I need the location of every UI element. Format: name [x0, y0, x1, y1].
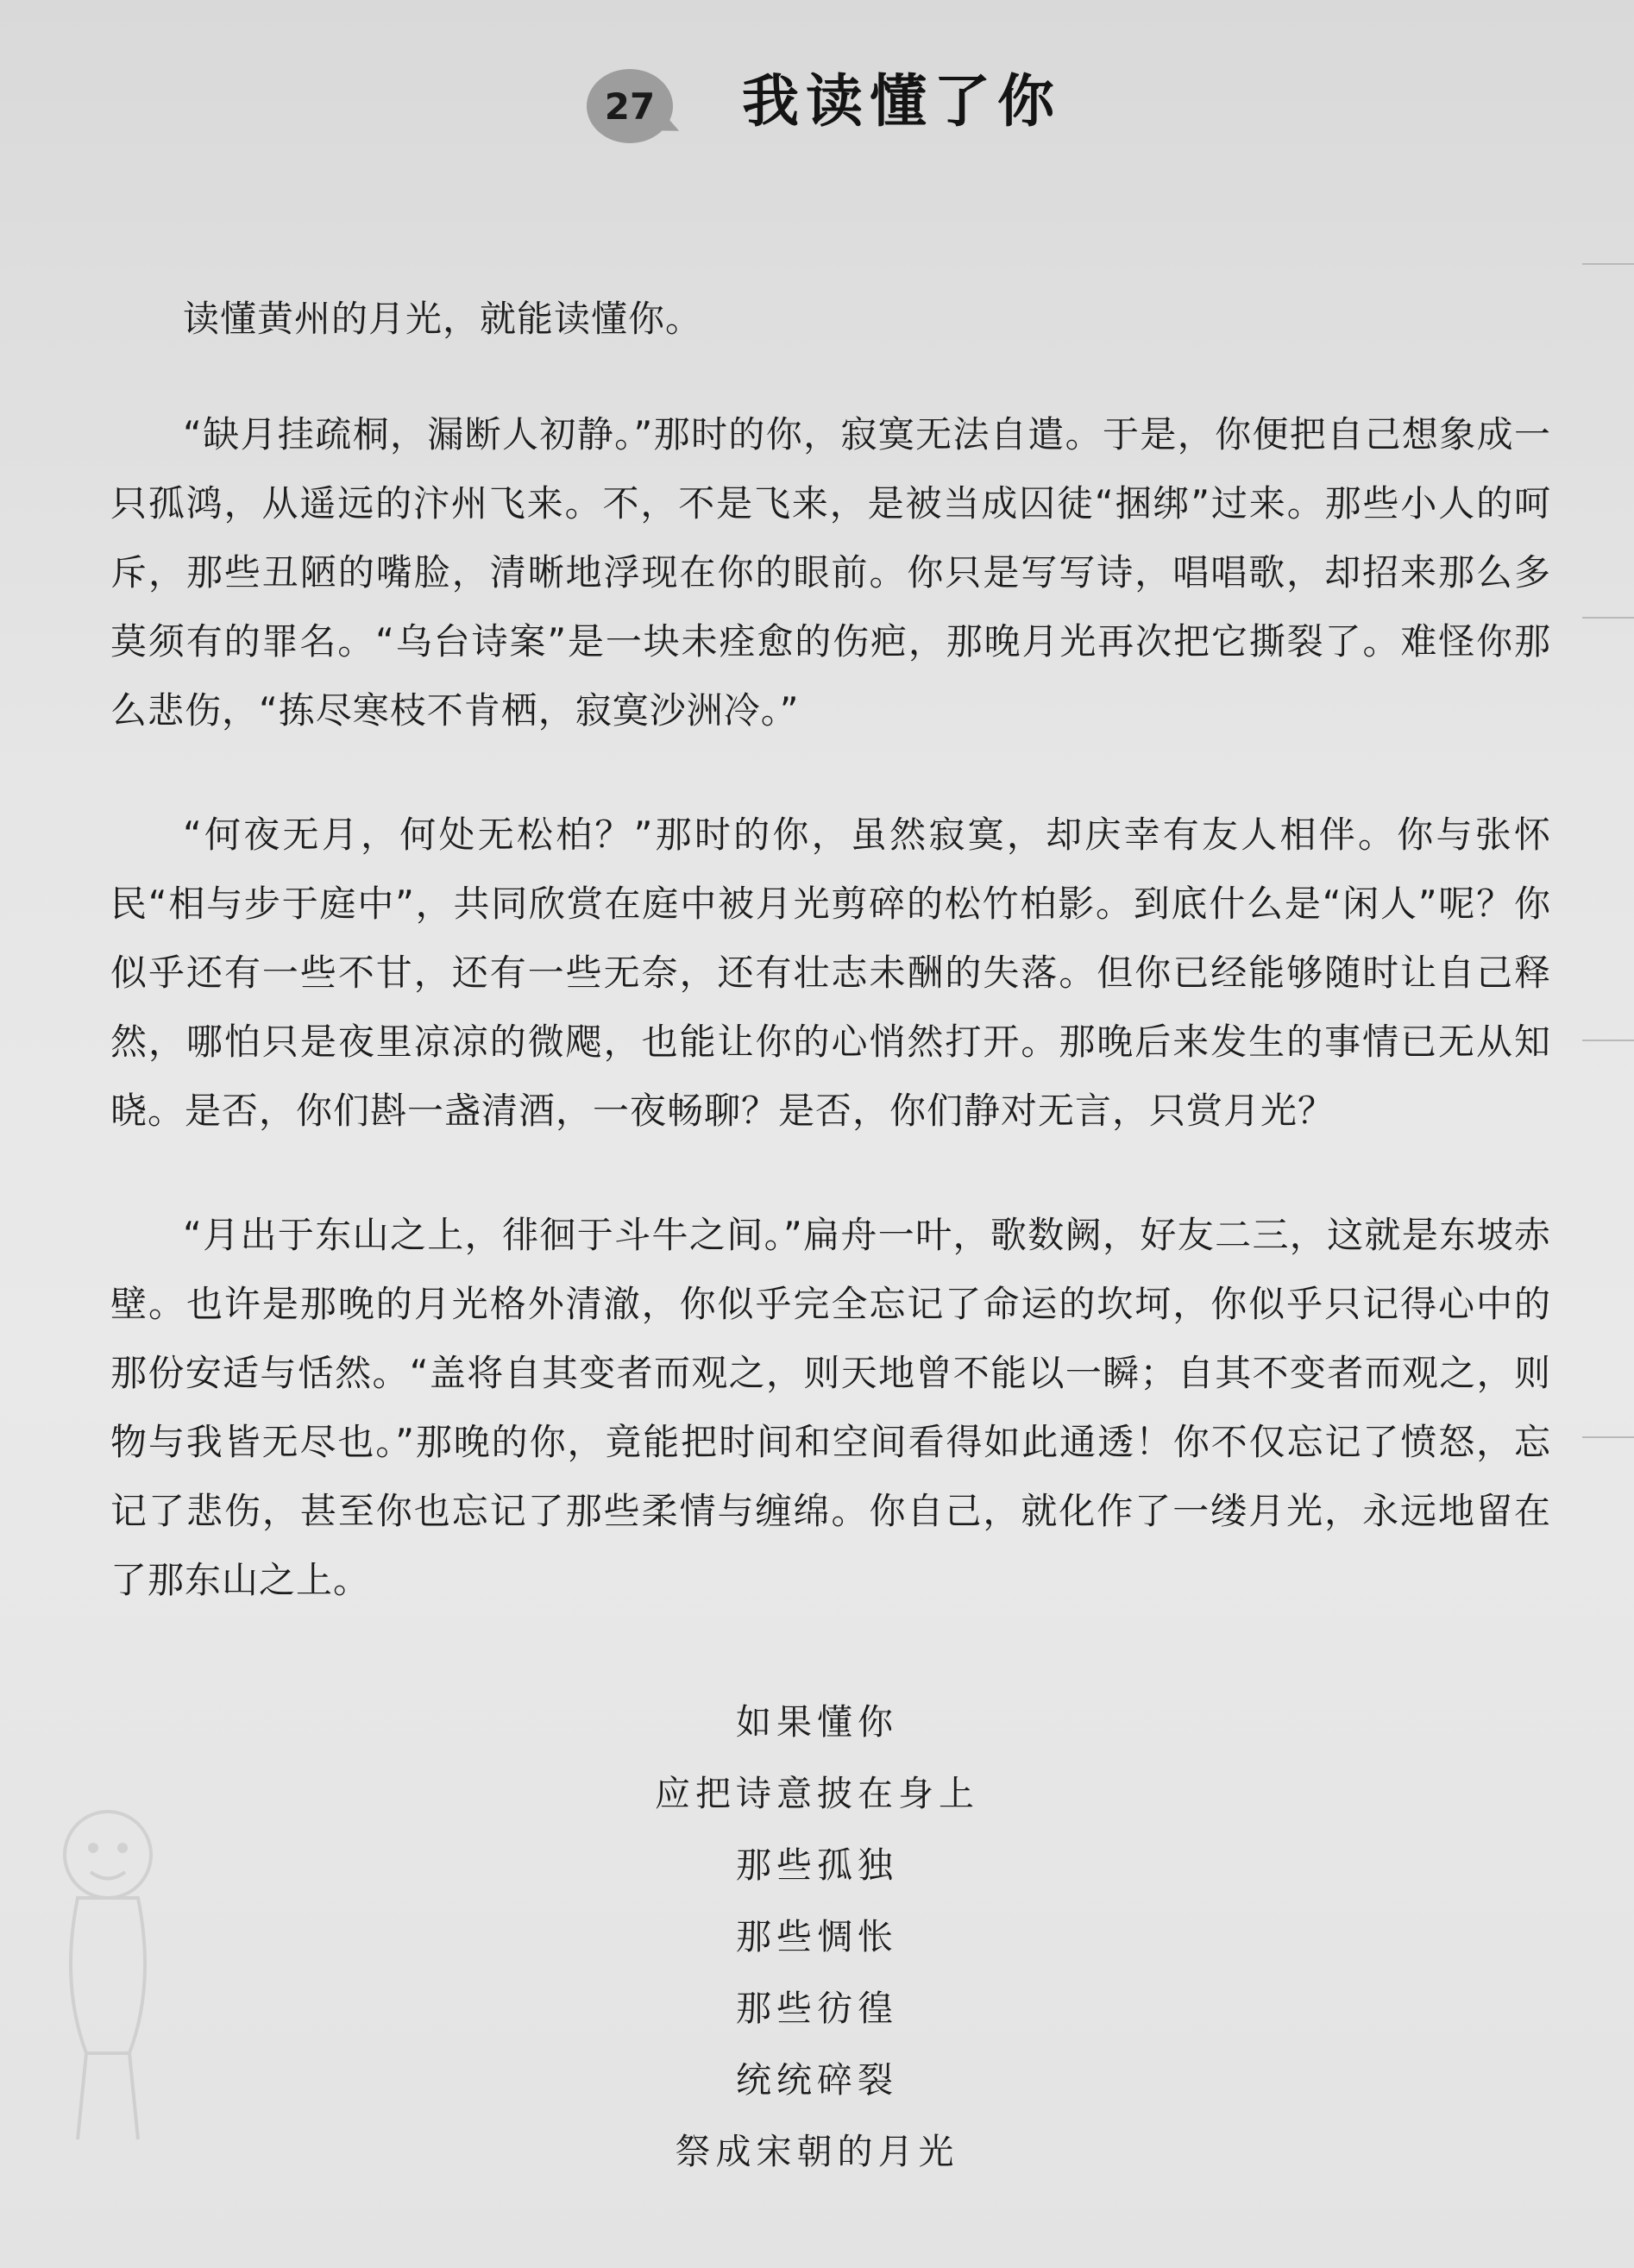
paragraph-3: “月出于东山之上，徘徊于斗牛之间。”扁舟一叶，歌数阙，好友二三，这就是东坡赤壁。也许是那晚的月光格外清澈，你似乎完全忘记了命运的坎坷，你似乎只记得心中的那份安适与恬然。“盖将自其变者而观之，则天地曾不能以一瞬；自其不变者而观之，则物与我皆无尽也。”那晚的你，竟能把时间和空间看得如此通透！你不仅忘记了愤怒，忘记了悲伤，甚至你也忘记了那些柔情与缠绵。你自己，就化作了一缕月光，永远地留在了那东山之上。: [110, 1214, 1551, 1601]
poem-line: 那些彷徨: [736, 1988, 898, 2029]
faded-illustration-icon: [26, 1794, 190, 2157]
chapter-title: 我读懂了你: [742, 68, 1061, 135]
page-edge-mark: [1582, 617, 1634, 619]
paragraph-2: “何夜无月，何处无松柏？”那时的你，虽然寂寞，却庆幸有友人相伴。你与张怀民“相与步于庭中”，共同欣赏在庭中被月光剪碎的松竹柏影。到底什么是“闲人”呢？你似乎还有一些不甘，还有一些无奈，还有壮志未酬的失落。但你已经能够随时让自己释然，哪怕只是夜里凉凉的微飔，也能让你的心悄然打开。那晚后来发生的事情已无从知晓。是否，你们斟一盏清酒，一夜畅聊？是否，你们静对无言，只赏月光？: [110, 814, 1551, 1132]
chapter-number: 27: [604, 85, 656, 128]
badge-tail: [662, 118, 682, 137]
poem-line: 那些孤独: [736, 1844, 898, 1886]
poem-line: 应把诗意披在身上: [655, 1773, 979, 1814]
article-body: [110, 285, 1551, 1670]
paragraph-1: “缺月挂疏桐，漏断人初静。”那时的你，寂寞无法自遣。于是，你便把自己想象成一只孤鸿，从遥远的汴州飞来。不，不是飞来，是被当成囚徒“捆绑”过来。那些小人的呵斥，那些丑陋的嘴脸，清晰地浮现在你的眼前。你只是写写诗，唱唱歌，却招来那么多莫须有的罪名。“乌台诗案”是一块未痊愈的伤疤，那晚月光再次把它撕裂了。难怪你那么悲伤，“拣尽寒枝不肯栖，寂寞沙洲冷。”: [110, 413, 1551, 732]
paragraph-intro: 读懂黄州的月光，就能读懂你。: [183, 298, 703, 340]
poem-line: 祭成宋朝的月光: [675, 2131, 959, 2172]
poem-line: 那些惆怅: [736, 1916, 898, 1957]
closing-poem: [0, 1687, 1634, 2188]
chapter-header: [0, 52, 1634, 164]
chapter-number-badge: [587, 69, 673, 143]
poem-line: 如果懂你: [736, 1701, 898, 1743]
poem-line: 统统碎裂: [736, 2059, 898, 2101]
page-edge-mark: [1582, 1436, 1634, 1438]
page-edge-mark: [1582, 263, 1634, 265]
page-edge-mark: [1582, 1040, 1634, 1041]
